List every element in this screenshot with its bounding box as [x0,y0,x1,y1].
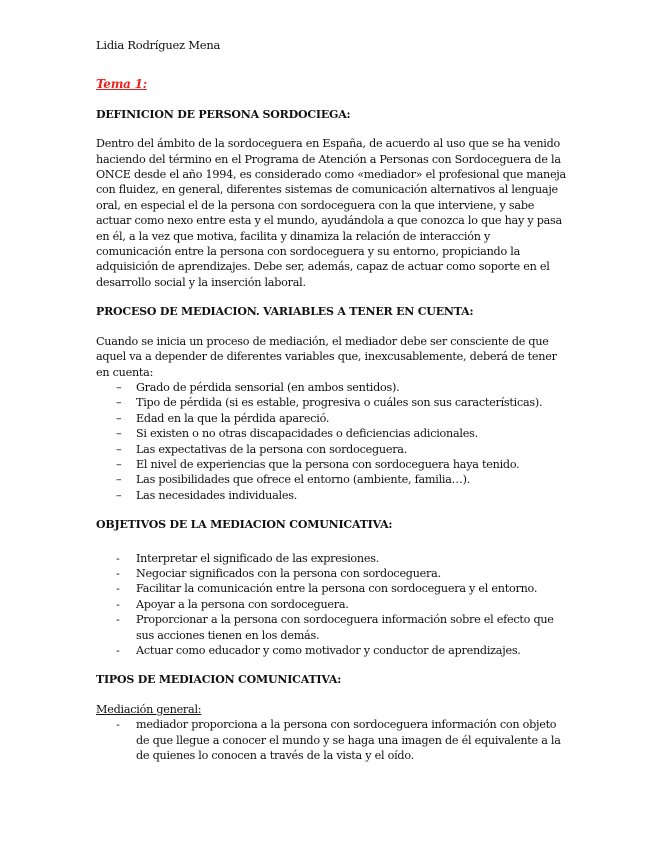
list-item: – Las posibilidades que ofrece el entorno (ambiente, familia…). [116,473,471,487]
process-intro-paragraph: Cuando se inicia un proceso de mediación, el mediador debe ser consciente de que aquel va a depender de diferentes variables que, inexcusablemente, deberá de tener en cuenta: [96,334,557,379]
section-heading-objectives: OBJETIVOS DE LA MEDIACION COMUNICATIVA: [96,518,393,532]
list-item: - Actuar como educador y como motivador y conductor de aprendizajes. [116,644,521,657]
document-content [96,38,566,763]
list-item: – Las necesidades individuales. [116,488,298,502]
hyphen-bullet: - [116,597,120,611]
hyphen-bullet: - [116,566,120,580]
dash-bullet: – [116,411,122,425]
list-item: - Negociar significados con la persona con sordoceguera. [116,566,441,580]
hyphen-bullet: - [116,644,120,657]
dash-bullet: – [116,442,122,456]
dash-bullet: – [116,488,122,502]
list-item: - Interpretar el significado de las expresiones. [116,551,380,565]
dash-bullet: – [116,427,122,441]
variables-list [96,380,566,503]
dash-bullet: – [116,457,122,471]
section-heading-process: PROCESO DE MEDIACION. VARIABLES A TENER EN CUENTA: [96,305,474,319]
subheading-general-mediation: Mediación general: [96,702,202,716]
list-item: – Si existen o no otras discapacidades o deficiencias adicionales. [116,427,478,441]
definition-paragraph: Dentro del ámbito de la sordoceguera en España, de acuerdo al uso que se ha venido haciendo del término en el Programa de Atención a Personas con Sordoceguera de la ONCE desde el año 1994, es considerado como «mediador» el profesional que maneja con fluidez, en general, diferentes sistemas de comunicación alternativos al lenguaje oral, en especial el de la persona con sordoceguera con la que interviene, y sabe actuar como nexo entre esta y el mundo, ayudándola a que conozca lo que hay y pasa en él, a la vez que motiva, facilita y dinamiza la relación de interacción y comunicación entre la persona con sordoceguera y su entorno, propiciando la adquisición de aprendizajes. Debe ser, además, capaz de actuar como soporte en el desarrollo social y la inserción laboral. [96,137,566,289]
dash-bullet: – [116,380,122,394]
author-name: Lidia Rodríguez Mena [96,38,221,52]
general-mediation-list [96,717,566,763]
hyphen-bullet: - [116,551,120,565]
section-heading-definition: DEFINICION DE PERSONA SORDOCIEGA: [96,107,351,121]
list-item: - Apoyar a la persona con sordoceguera. [116,597,349,611]
section-heading-types: TIPOS DE MEDIACION COMUNICATIVA: [96,673,342,687]
topic-title: Tema 1: [96,77,147,92]
hyphen-bullet: - [116,718,120,732]
list-item: - Proporcionar a la persona con sordoceguera información sobre el efecto que sus acciones tienen en los demás. [116,613,554,642]
dash-bullet: – [116,396,122,410]
hyphen-bullet: - [116,582,120,596]
list-item: – Tipo de pérdida (si es estable, progresiva o cuáles son sus características). [116,396,543,410]
list-item: – El nivel de experiencias que la persona con sordoceguera haya tenido. [116,457,520,471]
list-item: – Las expectativas de la persona con sordoceguera. [116,442,408,456]
list-item: – Edad en la que la pérdida apareció. [116,411,330,425]
objectives-list [96,551,566,659]
list-item: – Grado de pérdida sensorial (en ambos sentidos). [116,380,400,394]
list-item: - Facilitar la comunicación entre la persona con sordoceguera y el entorno. [116,582,538,596]
list-item: - mediador proporciona a la persona con sordoceguera información con objeto de que llegue a conocer el mundo y se haga una imagen de él equivalente a la de quienes lo conocen a través de la vista y el oído. [116,718,561,763]
hyphen-bullet: - [116,613,120,627]
dash-bullet: – [116,473,122,487]
